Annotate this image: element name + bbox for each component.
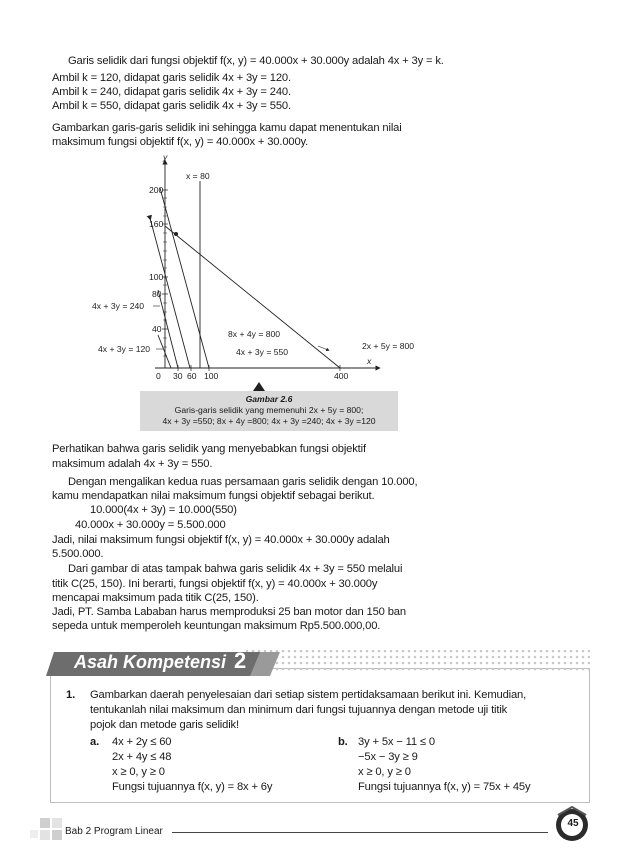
part-a-line-2: 2x + 4y ≤ 48 (112, 751, 172, 763)
para2-line-2: maksimum adalah 4x + 3y = 550. (52, 458, 213, 470)
caption-line-2: 4x + 3y =550; 8x + 4y =800; 4x + 3y =240; 4x + 3y =120 (162, 416, 376, 426)
footer-chapter: Bab 2 Program Linear (65, 826, 163, 837)
ambil-line-3: Ambil k = 550, didapat garis selidik 4x + 3y = 550. (52, 100, 291, 112)
ambil-line-2: Ambil k = 240, didapat garis selidik 4x + 3y = 240. (52, 86, 291, 98)
footer-rule (172, 832, 548, 833)
label-4x-3y-550: 4x + 3y = 550 (236, 347, 289, 357)
para2-line-12: Jadi, PT. Samba Lababan harus memproduksi 25 ban motor dan 150 ban (52, 606, 406, 618)
tick-y-40: 40 (152, 324, 162, 334)
para2-line-9: Dari gambar di atas tampak bahwa garis selidik 4x + 3y = 550 melalui (68, 563, 403, 575)
page-number: 45 (567, 818, 579, 829)
footer-squares-decoration (30, 812, 70, 852)
para2-line-6: 40.000x + 30.000y = 5.500.000 (75, 519, 226, 531)
point-c (174, 232, 178, 236)
figure-caption (140, 391, 398, 431)
part-a-line-1: 4x + 2y ≤ 60 (112, 736, 172, 748)
x-axis-label: x (367, 356, 372, 366)
part-b-line-1: 3y + 5x − 11 ≤ 0 (358, 736, 435, 748)
question-line-3: pojok dan metode garis selidik! (90, 719, 239, 731)
tick-y-200: 200 (149, 185, 164, 195)
selidik-graph (0, 0, 638, 400)
gambarkan-line-1: Gambarkan garis-garis selidik ini sehingga kamu dapat menentukan nilai (52, 122, 402, 134)
para2-line-10: titik C(25, 150). Ini berarti, fungsi objektif f(x, y) = 40.000x + 30.000y (52, 578, 378, 590)
question-number: 1. (66, 689, 76, 701)
part-a-line-3: x ≥ 0, y ≥ 0 (112, 766, 165, 778)
tick-x-100: 100 (204, 371, 219, 381)
asah-number: 2 (234, 648, 247, 673)
part-b-line-2: −5x − 3y ≥ 9 (358, 751, 418, 763)
line-4x-3y-120 (158, 335, 171, 368)
part-b-line-4: Fungsi tujuannya f(x, y) = 75x + 45y (358, 781, 531, 793)
tick-x-30: 30 (173, 371, 183, 381)
label-4x-3y-120: 4x + 3y = 120 (98, 344, 151, 354)
part-b-label: b. (338, 736, 348, 748)
tick-x-60: 60 (187, 371, 197, 381)
caption-title: Gambar 2.6 (245, 394, 293, 404)
para2-line-5: 10.000(4x + 3y) = 10.000(550) (90, 504, 237, 516)
y-axis-label: y (163, 152, 168, 162)
caption-line-1: Garis-garis selidik yang memenuhi 2x + 5y = 800; (174, 405, 364, 415)
intro-text: Garis selidik dari fungsi objektif f(x, y) = 40.000x + 30.000y adalah 4x + 3y = k. (68, 55, 444, 67)
part-a-label: a. (90, 736, 100, 748)
part-b-line-3: x ≥ 0, y ≥ 0 (358, 766, 411, 778)
para2-line-13: sepeda untuk memperoleh keuntungan maksimum Rp5.500.000,00. (52, 620, 381, 632)
para2-line-3: Dengan mengalikan kedua ruas persamaan garis selidik dengan 10.000, (68, 476, 418, 488)
part-a-line-4: Fungsi tujuannya f(x, y) = 8x + 6y (112, 781, 273, 793)
caption-arrow (253, 382, 265, 391)
line-8x-4y-800 (160, 188, 209, 368)
tick-y-100: 100 (149, 272, 164, 282)
para2-line-8: 5.500.000. (52, 548, 104, 560)
question-line-1: Gambarkan daerah penyelesaian dari setiap sistem pertidaksamaan berikut ini. Kemudian, (90, 689, 527, 701)
para2-line-11: mencapai maksimum pada titik C(25, 150). (52, 592, 259, 604)
vertical-line-label: x = 80 (186, 171, 210, 181)
gambarkan-line-2: maksimum fungsi objektif f(x, y) = 40.000x + 30.000y. (52, 136, 309, 148)
question-line-2: tentukanlah nilai maksimum dan minimum dari fungsi tujuannya dengan metode uji titik (90, 704, 508, 716)
label-4x-3y-240: 4x + 3y = 240 (92, 301, 145, 311)
para2-line-4: kamu mendapatkan nilai maksimum fungsi objektif sebagai berikut. (52, 490, 375, 502)
tick-y-80: 80 (152, 289, 162, 299)
asah-title: Asah Kompetensi (74, 652, 227, 672)
para2-line-1: Perhatikan bahwa garis selidik yang menyebabkan fungsi objektif (52, 443, 366, 455)
ambil-line-1: Ambil k = 120, didapat garis selidik 4x + 3y = 120. (52, 72, 291, 84)
tick-y-160: 160 (149, 219, 164, 229)
tick-x-400: 400 (334, 371, 349, 381)
tick-x-0: 0 (156, 371, 161, 381)
para2-line-7: Jadi, nilai maksimum fungsi objektif f(x, y) = 40.000x + 30.000y adalah (52, 534, 390, 546)
label-8x-4y-800: 8x + 4y = 800 (228, 329, 281, 339)
label-2x-5y-800: 2x + 5y = 800 (362, 341, 415, 351)
